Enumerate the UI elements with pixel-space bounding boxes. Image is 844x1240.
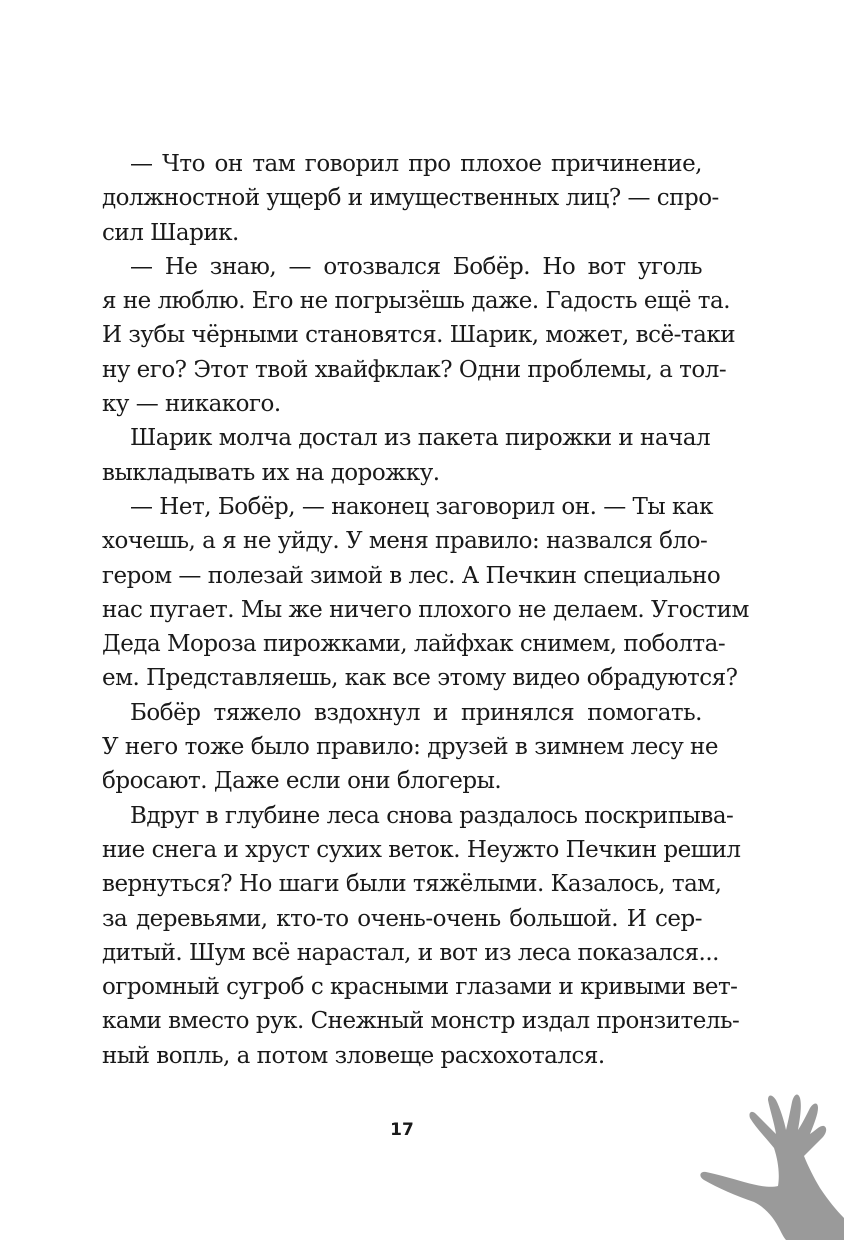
text-line: ный вопль, а потом зловеще расхохотался. (102, 1042, 605, 1069)
text-line: И зубы чёрными становятся. Шарик, может, всё-таки (102, 322, 736, 349)
text-line: гером — полезай зимой в лес. А Печкин специально (102, 562, 721, 589)
text-line: сил Шарик. (102, 219, 239, 246)
text-line: за деревьями, кто-то очень-очень большой. И сер- (102, 905, 702, 932)
text-line: Бобёр тяжело вздохнул и принялся помогать. (130, 699, 702, 726)
paragraph-6 (102, 799, 741, 1073)
paragraph-2 (102, 250, 736, 421)
text-line: ние снега и хруст сухих веток. Неужто Печкин решил (102, 836, 741, 863)
text-line: хочешь, а я не уйду. У меня правило: назвался бло- (102, 528, 708, 555)
text-line: Деда Мороза пирожками, лайфхак снимем, поболта- (102, 631, 726, 658)
text-line: У него тоже было правило: друзей в зимнем лесу не (102, 734, 718, 761)
text-line: ками вместо рук. Снежный монстр издал пронзитель- (102, 1008, 740, 1035)
text-line: Шарик молча достал из пакета пирожки и начал (130, 425, 711, 452)
paragraph-4 (102, 490, 749, 696)
text-line: должностной ущерб и имущественных лиц? — спро- (102, 185, 719, 212)
text-line: огромный сугроб с красными глазами и кривыми вет- (102, 974, 738, 1001)
page-number: 17 (390, 1120, 414, 1140)
page-text (102, 147, 749, 1073)
text-line: — Нет, Бобёр, — наконец заговорил он. — Ты как (130, 493, 713, 520)
text-line: ем. Представляешь, как все этому видео обрадуются? (102, 665, 738, 692)
text-line: — Что он там говорил про плохое причинение, (130, 151, 702, 177)
text-line: вернуться? Но шаги были тяжёлыми. Казалось, там, (102, 871, 722, 898)
text-line: нас пугает. Мы же ничего плохого не делаем. Угостим (102, 596, 749, 623)
text-line: ку — никакого. (102, 391, 281, 418)
paragraph-3 (102, 421, 711, 490)
text-line: Вдруг в глубине леса снова раздалось поскрипыва- (130, 802, 734, 829)
text-line: ну его? Этот твой хвайфклак? Одни проблемы, а тол- (102, 356, 727, 383)
text-line: дитый. Шум всё нарастал, и вот из леса показался... (102, 939, 719, 966)
text-line: выкладывать их на дорожку. (102, 459, 440, 486)
text-line: бросают. Даже если они блогеры. (102, 768, 502, 795)
hand-silhouette-icon (690, 1050, 844, 1240)
paragraph-5 (102, 696, 718, 799)
text-line: — Не знаю, — отозвался Бобёр. Но вот уголь (130, 253, 702, 280)
text-line: я не люблю. Его не погрызёшь даже. Гадость ещё та. (102, 288, 731, 315)
paragraph-1 (102, 147, 719, 250)
